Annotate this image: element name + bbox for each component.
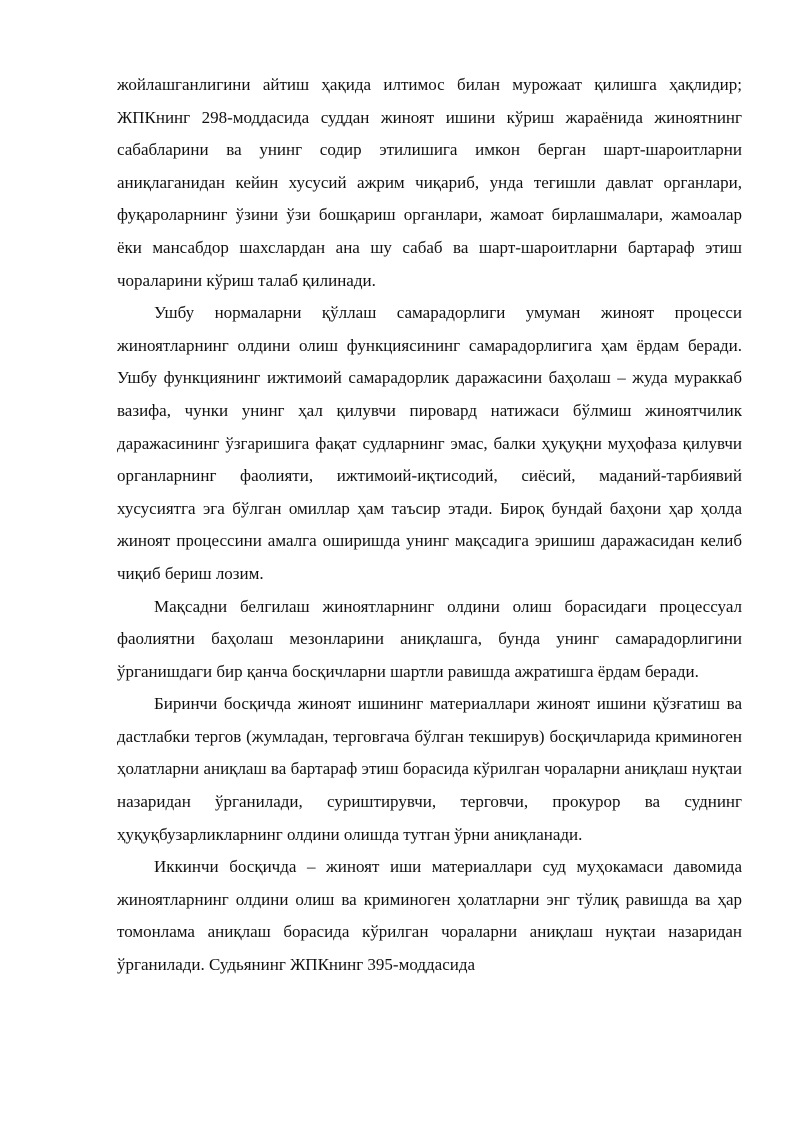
paragraph-goal-setting: Мақсадни белгилаш жиноятларнинг олдини олиш борасидаги процессуал фаолиятни баҳолаш мезонларини аниқлашга, бунда унинг самарадорлигини ўрганишдаги бир қанча босқичларни шартли равишда ажратишга ёрдам беради. bbox=[117, 596, 742, 681]
paragraph-continued: жойлашганлигини айтиш ҳақида илтимос билан мурожаат қилишга ҳақлидир; ЖПКнинг 298-моддасида суддан жиноят ишини кўриш жараёнида жиноятнинг сабабларини ва унинг содир этилишига имкон берган шарт-шароитларни аниқлаганидан кейин хусусий ажрим чиқариб, унда тегишли давлат органлари, фуқароларнинг ўзини ўзи бошқариш органлари, жамоат бирлашмалари, жамоалар ёки мансабдор шахслардан ана шу сабаб ва шарт-шароитларни бартараф этиш чораларини кўриш талаб қилинади. bbox=[117, 75, 742, 290]
document-body bbox=[117, 69, 742, 982]
paragraph-second-stage: Иккинчи босқичда – жиноят иши материаллари суд муҳокамаси давомида жиноятларнинг олдини олиш ва криминоген ҳолатларни энг тўлиқ равишда ва ҳар томонлама аниқлаш борасида кўрилган чораларни аниқлаш нуқтаи назаридан ўрганилади. Судьянинг ЖПКнинг 395-моддасида bbox=[117, 857, 742, 975]
paragraph-first-stage: Биринчи босқичда жиноят ишининг материаллари жиноят ишини қўзғатиш ва дастлабки тергов (жумладан, терговгача бўлган текширув) босқичларида криминоген ҳолатларни аниқлаш ва бартараф этиш борасида кўрилган чораларни аниқлаш нуқтаи назаридан ўрганилади, суриштирувчи, терговчи, прокурор ва суднинг ҳуқуқбузарликларнинг олдини олишда тутган ўрни аниқланади. bbox=[117, 694, 742, 844]
paragraph-efficiency: Ушбу нормаларни қўллаш самарадорлиги умуман жиноят процесси жиноятларнинг олдини олиш функциясининг самарадорлигига ҳам ёрдам беради. Ушбу функциянинг ижтимоий самарадорлик даражасини баҳолаш – жуда мураккаб вазифа, чунки унинг ҳал қилувчи пировард натижаси бўлмиш жиноятчилик даражасининг ўзгаришига фақат судларнинг эмас, балки ҳуқуқни муҳофаза қилувчи органларнинг фаолияти, ижтимоий-иқтисодий, сиёсий, маданий-тарбиявий хусусиятга эга бўлган омиллар ҳам таъсир этади. Бироқ бундай баҳони ҳар ҳолда жиноят процессини амалга оширишда унинг мақсадига эришиш даражасидан келиб чиқиб бериш лозим. bbox=[117, 303, 742, 583]
